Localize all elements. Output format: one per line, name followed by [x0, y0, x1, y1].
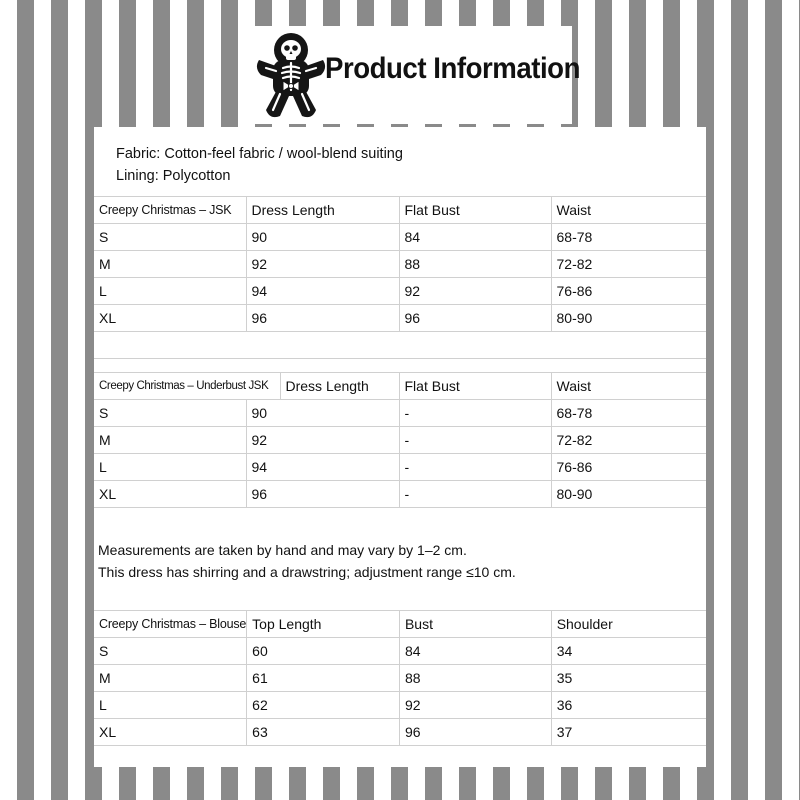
table-cell: S [94, 224, 246, 251]
table-row [94, 305, 706, 332]
jsk-size-table [94, 196, 706, 359]
skeleton-gingerbread-icon [256, 30, 326, 122]
table-cell: XL [94, 719, 247, 746]
lining-text: Lining: Polycotton [116, 168, 231, 184]
table-cell: 96 [399, 305, 551, 332]
table-header-cell: Dress Length [246, 197, 399, 224]
table-cell: 94 [246, 454, 399, 481]
table-cell: - [399, 454, 551, 481]
table-cell: 94 [246, 278, 399, 305]
info-panel [94, 127, 706, 767]
table-row [94, 638, 706, 665]
table-cell: XL [94, 481, 246, 508]
table-cell: 76-86 [551, 278, 706, 305]
measurement-note: Measurements are taken by hand and may vary by 1–2 cm. [98, 542, 467, 558]
table-row [94, 224, 706, 251]
table-cell: 92 [399, 278, 551, 305]
table-cell: 90 [246, 224, 399, 251]
table-cell: 84 [399, 638, 551, 665]
table-cell: - [399, 427, 551, 454]
table-cell: 63 [247, 719, 400, 746]
table-cell: L [94, 692, 247, 719]
table-cell: 96 [246, 305, 399, 332]
table-cell: 72-82 [551, 427, 706, 454]
table-header-cell: Flat Bust [399, 197, 551, 224]
table-cell: 80-90 [551, 481, 706, 508]
table-header-cell: Dress Length [280, 373, 399, 400]
table-cell: 92 [399, 692, 551, 719]
table-cell: 72-82 [551, 251, 706, 278]
table-cell: 62 [247, 692, 400, 719]
table-cell: 92 [246, 251, 399, 278]
table-cell: 61 [247, 665, 400, 692]
table-cell: S [94, 400, 246, 427]
table-cell: - [399, 400, 551, 427]
adjustment-note: This dress has shirring and a drawstring; adjustment range ≤10 cm. [98, 564, 516, 580]
table-row-empty [94, 332, 706, 359]
table-header-cell: Top Length [247, 611, 400, 638]
table-cell: 68-78 [551, 400, 706, 427]
table-header-cell: Creepy Christmas – Underbust JSK [94, 373, 280, 400]
table-cell: 84 [399, 224, 551, 251]
table-cell: M [94, 665, 247, 692]
table-row [94, 400, 706, 427]
table-cell: S [94, 638, 247, 665]
table-row [94, 481, 706, 508]
table-cell: 92 [246, 427, 399, 454]
table-cell: 96 [246, 481, 399, 508]
table-row [94, 251, 706, 278]
table-header-cell: Flat Bust [399, 373, 551, 400]
table-cell: 90 [246, 400, 399, 427]
table-cell: 96 [399, 719, 551, 746]
table-row [94, 454, 706, 481]
table-header-row [94, 611, 706, 638]
table-header-row [94, 373, 706, 400]
table-cell: L [94, 454, 246, 481]
table-header-row [94, 197, 706, 224]
table-cell: 68-78 [551, 224, 706, 251]
underbust-size-table [94, 372, 706, 508]
table-header-cell: Bust [399, 611, 551, 638]
fabric-text: Fabric: Cotton-feel fabric / wool-blend suiting [116, 146, 403, 162]
table-cell: - [399, 481, 551, 508]
table-cell: 34 [551, 638, 706, 665]
table-row [94, 665, 706, 692]
blouse-size-table [94, 610, 706, 746]
table-cell: 60 [247, 638, 400, 665]
table-cell: L [94, 278, 246, 305]
table-header-cell: Waist [551, 373, 706, 400]
table-cell: 36 [551, 692, 706, 719]
table-row [94, 427, 706, 454]
table-cell: 37 [551, 719, 706, 746]
table-row [94, 278, 706, 305]
table-header-cell: Creepy Christmas – JSK [94, 197, 246, 224]
table-header-cell: Creepy Christmas – Blouse [94, 611, 247, 638]
table-header-cell: Shoulder [551, 611, 706, 638]
table-cell: M [94, 427, 246, 454]
table-row [94, 692, 706, 719]
table-header-cell: Waist [551, 197, 706, 224]
table-cell: 88 [399, 251, 551, 278]
page-title: Product Information [325, 52, 580, 85]
table-cell: M [94, 251, 246, 278]
table-cell: 76-86 [551, 454, 706, 481]
table-cell: XL [94, 305, 246, 332]
table-row [94, 719, 706, 746]
table-cell: 35 [551, 665, 706, 692]
table-cell: 80-90 [551, 305, 706, 332]
table-cell: 88 [399, 665, 551, 692]
